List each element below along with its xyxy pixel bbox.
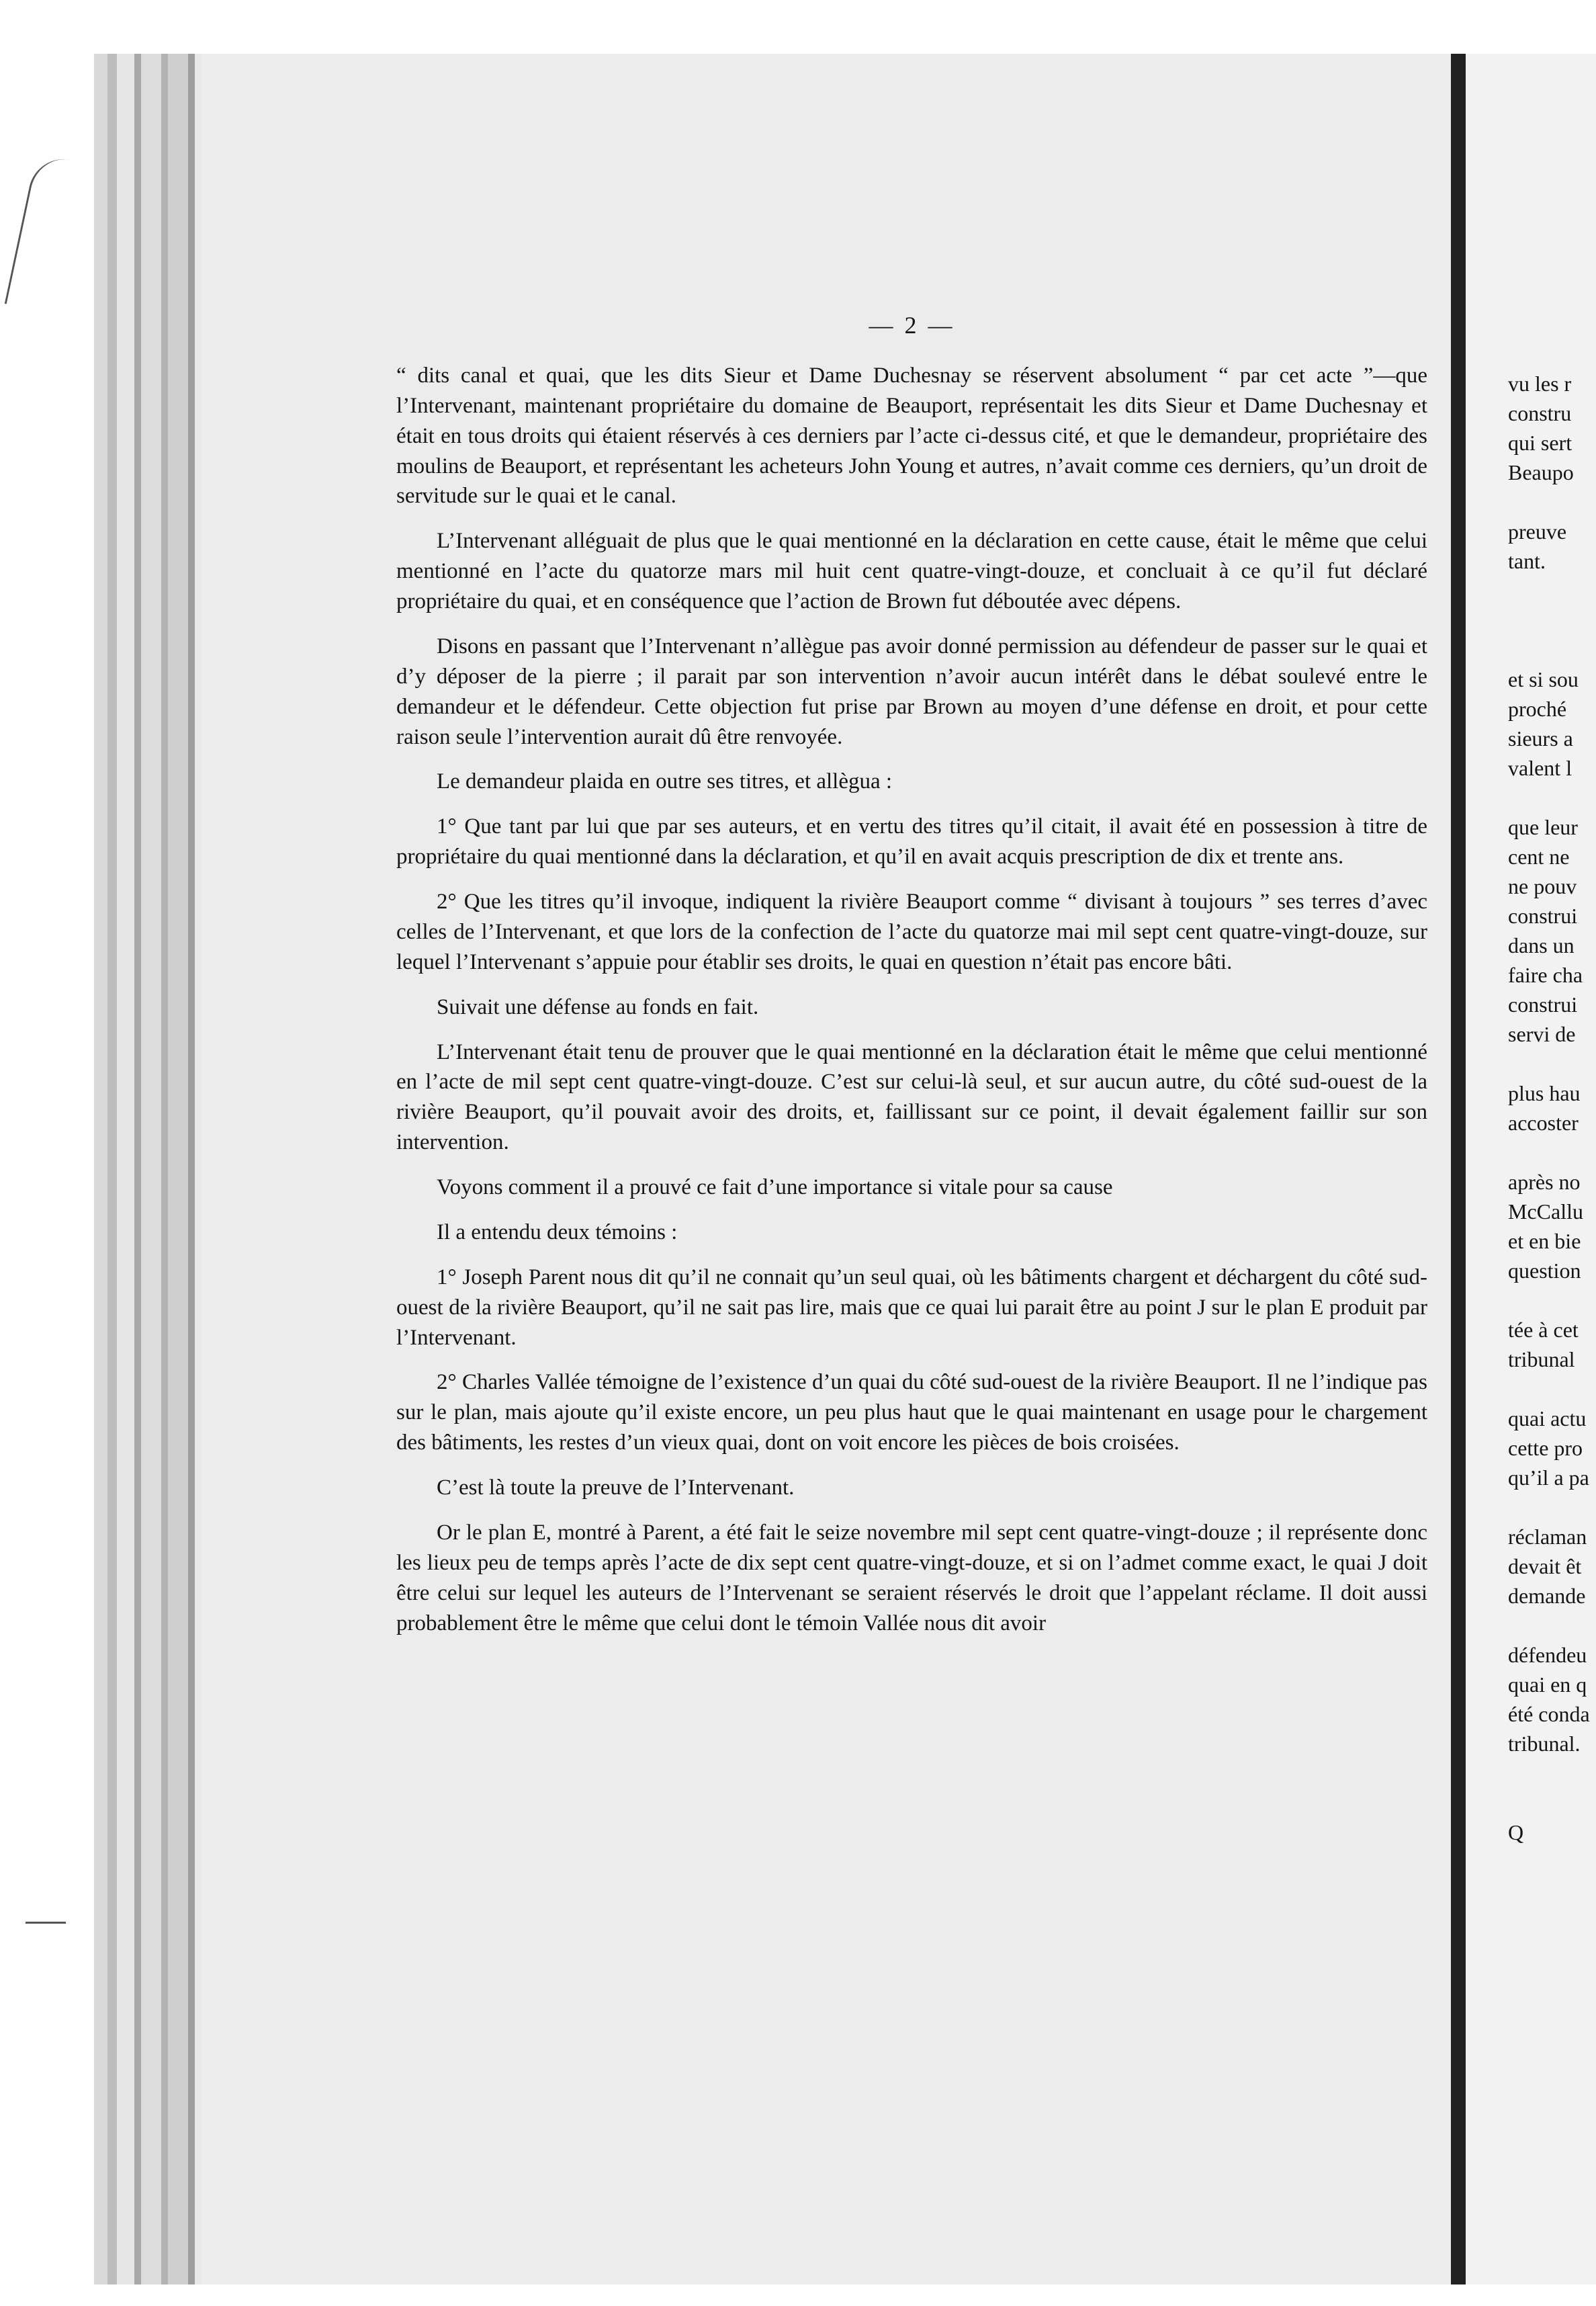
paragraph-13: C’est là toute la preuve de l’Intervenant. <box>437 1476 795 1500</box>
right-page-line: Beaupo <box>1508 460 1574 484</box>
right-page-line: quai actu <box>1508 1406 1587 1430</box>
right-page-line: qui sert <box>1508 431 1572 455</box>
right-page-fragments <box>1508 368 1596 1846</box>
right-page-line: servi de <box>1508 1022 1576 1046</box>
right-page-line: réclaman <box>1508 1525 1587 1549</box>
right-page-line: tant. <box>1508 549 1546 573</box>
right-page-line <box>1508 605 1596 634</box>
paragraph-1: “ dits canal et quai, que les dits Sieur et Dame Duchesnay se réservent absolument “ par cet acte ”—que l’Intervenant, maintenant propriétaire du domaine de Beauport, représentait les dits Sieur et Dame Duchesnay et était en tous droits qui étaient réservés à ces derniers par l’acte ci-dessus cité, et que le demandeur, propriétaire des moulins de Beauport, et représentant les acheteurs John Young et autres, n’avait comme ces derniers, qu’un droit de servitude sur le quai et le canal. <box>396 363 1427 509</box>
right-page-line: faire cha <box>1508 963 1583 987</box>
paragraph-10: Il a entendu deux témoins : <box>437 1220 678 1244</box>
right-page-line: devait êt <box>1508 1554 1582 1578</box>
right-page-line: demande <box>1508 1584 1586 1608</box>
right-page-line <box>1508 1758 1596 1787</box>
right-page-line: sieurs a <box>1508 726 1573 751</box>
right-page-line: cent ne <box>1508 845 1570 869</box>
page-divider <box>1451 54 1466 2284</box>
right-page-line: vu les r <box>1508 372 1572 396</box>
paragraph-14: Or le plan E, montré à Parent, a été fait le seize novembre mil sept cent quatre-vingt-douze ; il représente donc les lieux peu de temps après l’acte de dix sept cent quatre-vingt-douze, et si on l’admet comme exact, le quai J doit être celui sur lequel les auteurs de l’Intervenant se seraient réservés le droit que l’appelant réclame. Il doit aussi probablement être le même que celui dont le témoin Vallée nous dit avoir <box>396 1520 1427 1635</box>
right-page-line: construi <box>1508 992 1578 1017</box>
paragraph-11: 1° Joseph Parent nous dit qu’il ne connait qu’un seul quai, où les bâtiments chargent et déchargent du côté sud-ouest de la rivière Beauport, qu’il ne sait pas lire, mais que ce quai lui parait être au point J sur le plan E produit par l’Intervenant. <box>396 1265 1427 1350</box>
binding-edge <box>94 54 202 2284</box>
right-page-line <box>1508 1373 1596 1403</box>
right-page-line: que leur <box>1508 815 1578 839</box>
film-scratch <box>5 153 72 311</box>
right-page-line: preuve <box>1508 519 1567 544</box>
right-page-line <box>1508 1610 1596 1639</box>
right-page-line: été conda <box>1508 1702 1590 1726</box>
paragraph-8: L’Intervenant était tenu de prouver que le quai mentionné en la déclaration était le même que celui mentionné en l’acte de mil sept cent quatre-vingt-douze. C’est sur celui-là seul, et sur aucun autre, du côté sud-ouest de la rivière Beauport, qu’il pouvait avoir des droits, et, faillissant sur ce point, il devait également faillir sur son intervention. <box>396 1039 1427 1155</box>
right-page-line <box>1508 486 1596 516</box>
right-page-line <box>1508 1285 1596 1314</box>
right-page-line <box>1508 1492 1596 1521</box>
page-number: — 2 — <box>869 312 955 339</box>
right-page-line: tée à cet <box>1508 1318 1579 1342</box>
right-page-line: plus hau <box>1508 1081 1581 1105</box>
paragraph-4: Le demandeur plaida en outre ses titres, et allègua : <box>437 769 893 794</box>
paragraph-7: Suivait une défense au fonds en fait. <box>437 994 759 1019</box>
page-text-column <box>396 309 1427 1653</box>
right-page-line: ne pouv <box>1508 874 1577 898</box>
right-page-line: constru <box>1508 401 1572 425</box>
right-page-line: défendeu <box>1508 1643 1587 1667</box>
right-page-line: quai en q <box>1508 1672 1587 1697</box>
right-page-line: proché <box>1508 697 1567 721</box>
right-page-line: dans un <box>1508 933 1575 957</box>
right-page-line: construi <box>1508 904 1578 928</box>
right-page-line: et en bie <box>1508 1229 1581 1253</box>
right-page-line: McCallu <box>1508 1199 1583 1224</box>
film-scratch-mark <box>26 1922 66 1924</box>
right-page-line: cette pro <box>1508 1436 1583 1460</box>
right-page-line: après no <box>1508 1170 1581 1194</box>
right-page-line: qu’il a pa <box>1508 1465 1589 1490</box>
right-page-line <box>1508 782 1596 812</box>
right-page-line <box>1508 1048 1596 1078</box>
right-page-line: et si sou <box>1508 667 1579 691</box>
right-page-line <box>1508 634 1596 664</box>
right-page-line <box>1508 575 1596 605</box>
right-page-line: question <box>1508 1258 1581 1283</box>
right-page-line: tribunal. <box>1508 1732 1581 1756</box>
paragraph-3: Disons en passant que l’Intervenant n’allègue pas avoir donné permission au défendeur de passer sur le quai et d’y déposer de la pierre ; il parait par son intervention n’avoir aucun intérêt dans le débat soulevé entre le demandeur et le défendeur. Cette objection fut prise par Brown au moyen d’une défense en droit, et pour cette raison seule l’intervention aurait dû être renvoyée. <box>396 634 1427 749</box>
paragraph-5: 1° Que tant par lui que par ses auteurs, et en vertu des titres qu’il citait, il avait été en possession à titre de propriétaire du quai mentionné dans la déclaration, et qu’il en avait acquis prescription de dix et trente ans. <box>396 814 1427 869</box>
right-page-line: tribunal <box>1508 1347 1575 1371</box>
right-page-line: valent l <box>1508 756 1572 780</box>
right-page-line: Q <box>1508 1820 1524 1844</box>
paragraph-12: 2° Charles Vallée témoigne de l’existence d’un quai du côté sud-ouest de la rivière Beauport. Il ne l’indique pas sur le plan, mais ajoute qu’il existe encore, un peu plus haut que le quai maintenant en usage pour le chargement des bâtiments, les restes d’un vieux quai, dont on voit encore les pièces de bois croisées. <box>396 1370 1427 1455</box>
paragraph-2: L’Intervenant alléguait de plus que le quai mentionné en la déclaration en cette cause, était le même que celui mentionné en l’acte du quatorze mars mil huit cent quatre-vingt-douze, et concluait à ce qu’il fut déclaré propriétaire du quai, et en conséquence que l’action de Brown fut déboutée avec dépens. <box>396 529 1427 614</box>
right-page-line: accoster <box>1508 1111 1579 1135</box>
right-page-line <box>1508 1787 1596 1817</box>
right-page-line <box>1508 1137 1596 1166</box>
paragraph-9: Voyons comment il a prouvé ce fait d’une importance si vitale pour sa cause <box>437 1175 1113 1200</box>
paragraph-6: 2° Que les titres qu’il invoque, indiquent la rivière Beauport comme “ divisant à toujours ” ses terres d’avec celles de l’Intervenant, et que lors de la confection de l’acte du quatorze mai mil sept cent quatre-vingt-douze, sur lequel l’Intervenant s’appuie pour établir ses droits, le quai en question n’était pas encore bâti. <box>396 890 1427 974</box>
